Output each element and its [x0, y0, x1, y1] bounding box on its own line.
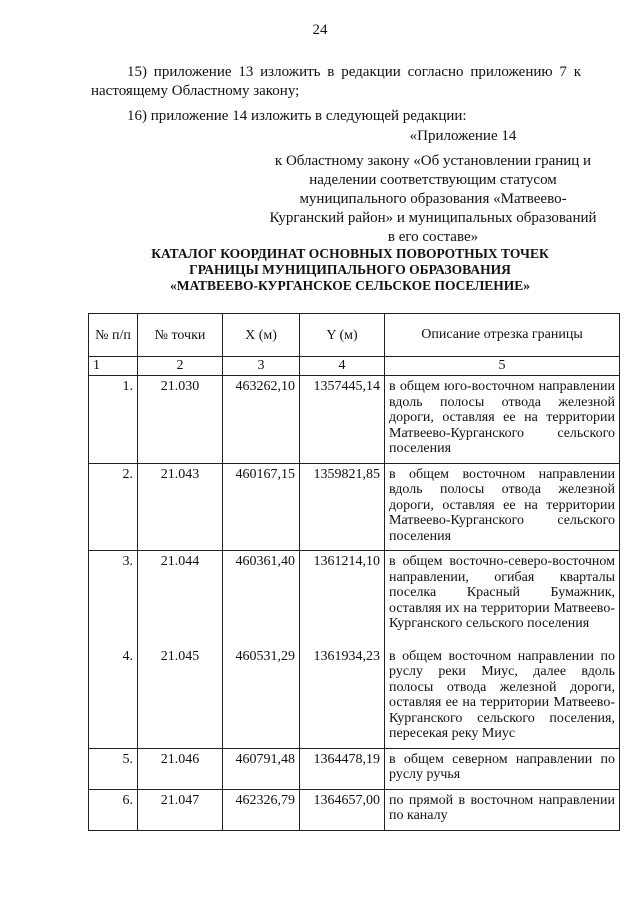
- paragraph-15-text: 15) приложение 13 изложить в редакции согласно приложению 7 к настоящему Областному закону;: [91, 64, 581, 99]
- heading-line-2: ГРАНИЦЫ МУНИЦИПАЛЬНОГО ОБРАЗОВАНИЯ: [189, 262, 511, 277]
- row-x: 460531,29: [223, 646, 300, 749]
- header-x: X (м): [223, 314, 300, 357]
- row-point: 21.045: [138, 646, 223, 749]
- row-desc: по прямой в восточном направлении по каналу: [385, 789, 620, 830]
- colnum-3: 3: [223, 357, 300, 376]
- page-number: 24: [312, 22, 328, 38]
- row-num: 4.: [89, 646, 138, 749]
- table-row: [89, 748, 620, 789]
- row-desc: в общем восточном направлении вдоль полосы отвода железной дороги, оставляя ее на территории Матвеево-Курганского сельского поселения: [385, 463, 620, 551]
- row-x: 462326,79: [223, 789, 300, 830]
- row-num: 5.: [89, 748, 138, 789]
- row-y: 1364478,19: [300, 748, 385, 789]
- row-num: 1.: [89, 376, 138, 464]
- colnum-2: 2: [138, 357, 223, 376]
- coordinates-table: [88, 313, 620, 831]
- annex-title: «Приложение 14: [409, 128, 517, 144]
- row-desc: в общем восточном направлении по руслу реки Миус, далее вдоль полосы отвода железной дороги, оставляя ее на территории Матвеево-Курганского сельского поселения, пересекая реку Миус: [385, 646, 620, 749]
- row-x: 463262,10: [223, 376, 300, 464]
- row-y: 1361934,23: [300, 646, 385, 749]
- row-desc: в общем юго-восточном направлении вдоль полосы отвода железной дороги, оставляя ее на территории Матвеево-Курганского сельского поселения: [385, 376, 620, 464]
- table-row: [89, 551, 620, 646]
- row-point: 21.030: [138, 376, 223, 464]
- annex-block: [268, 127, 598, 247]
- table-row: [89, 463, 620, 551]
- heading-line-3: «МАТВЕЕВО-КУРГАНСКОЕ СЕЛЬСКОЕ ПОСЕЛЕНИЕ»: [169, 278, 531, 293]
- table-row: [89, 376, 620, 464]
- header-desc: Описание отрезка границы: [385, 314, 620, 357]
- row-x: 460791,48: [223, 748, 300, 789]
- row-x: 460167,15: [223, 463, 300, 551]
- row-y: 1359821,85: [300, 463, 385, 551]
- header-point: № точки: [138, 314, 223, 357]
- row-num: 2.: [89, 463, 138, 551]
- catalog-heading: [100, 246, 600, 294]
- row-y: 1357445,14: [300, 376, 385, 464]
- row-desc: в общем северном направлении по руслу ручья: [385, 748, 620, 789]
- row-x: 460361,40: [223, 551, 300, 646]
- table-header-row: [89, 314, 620, 357]
- row-point: 21.046: [138, 748, 223, 789]
- colnum-1: 1: [89, 357, 138, 376]
- annex-body: к Областному закону «Об установлении границ и наделении соответствующим статусом муниципального образования «Матвеево-Курганский район» и муниципальных образований в его составе»: [269, 153, 597, 245]
- paragraph-15: [91, 63, 581, 101]
- row-y: 1364657,00: [300, 789, 385, 830]
- row-point: 21.047: [138, 789, 223, 830]
- header-num: № п/п: [89, 314, 138, 357]
- row-point: 21.043: [138, 463, 223, 551]
- colnum-4: 4: [300, 357, 385, 376]
- row-num: 3.: [89, 551, 138, 646]
- row-num: 6.: [89, 789, 138, 830]
- heading-line-1: КАТАЛОГ КООРДИНАТ ОСНОВНЫХ ПОВОРОТНЫХ ТОЧЕК: [151, 246, 549, 261]
- row-y: 1361214,10: [300, 551, 385, 646]
- row-point: 21.044: [138, 551, 223, 646]
- table-row: [89, 646, 620, 749]
- column-numbers-row: [89, 357, 620, 376]
- table-row: [89, 789, 620, 830]
- paragraph-16: [91, 107, 581, 126]
- colnum-5: 5: [385, 357, 620, 376]
- header-y: Y (м): [300, 314, 385, 357]
- row-desc: в общем восточно-северо-восточном направлении, огибая кварталы поселка Красный Бумажник, оставляя их на территории Матвеево-Курганского сельского поселения: [385, 551, 620, 646]
- paragraph-16-text: 16) приложение 14 изложить в следующей редакции:: [127, 108, 467, 124]
